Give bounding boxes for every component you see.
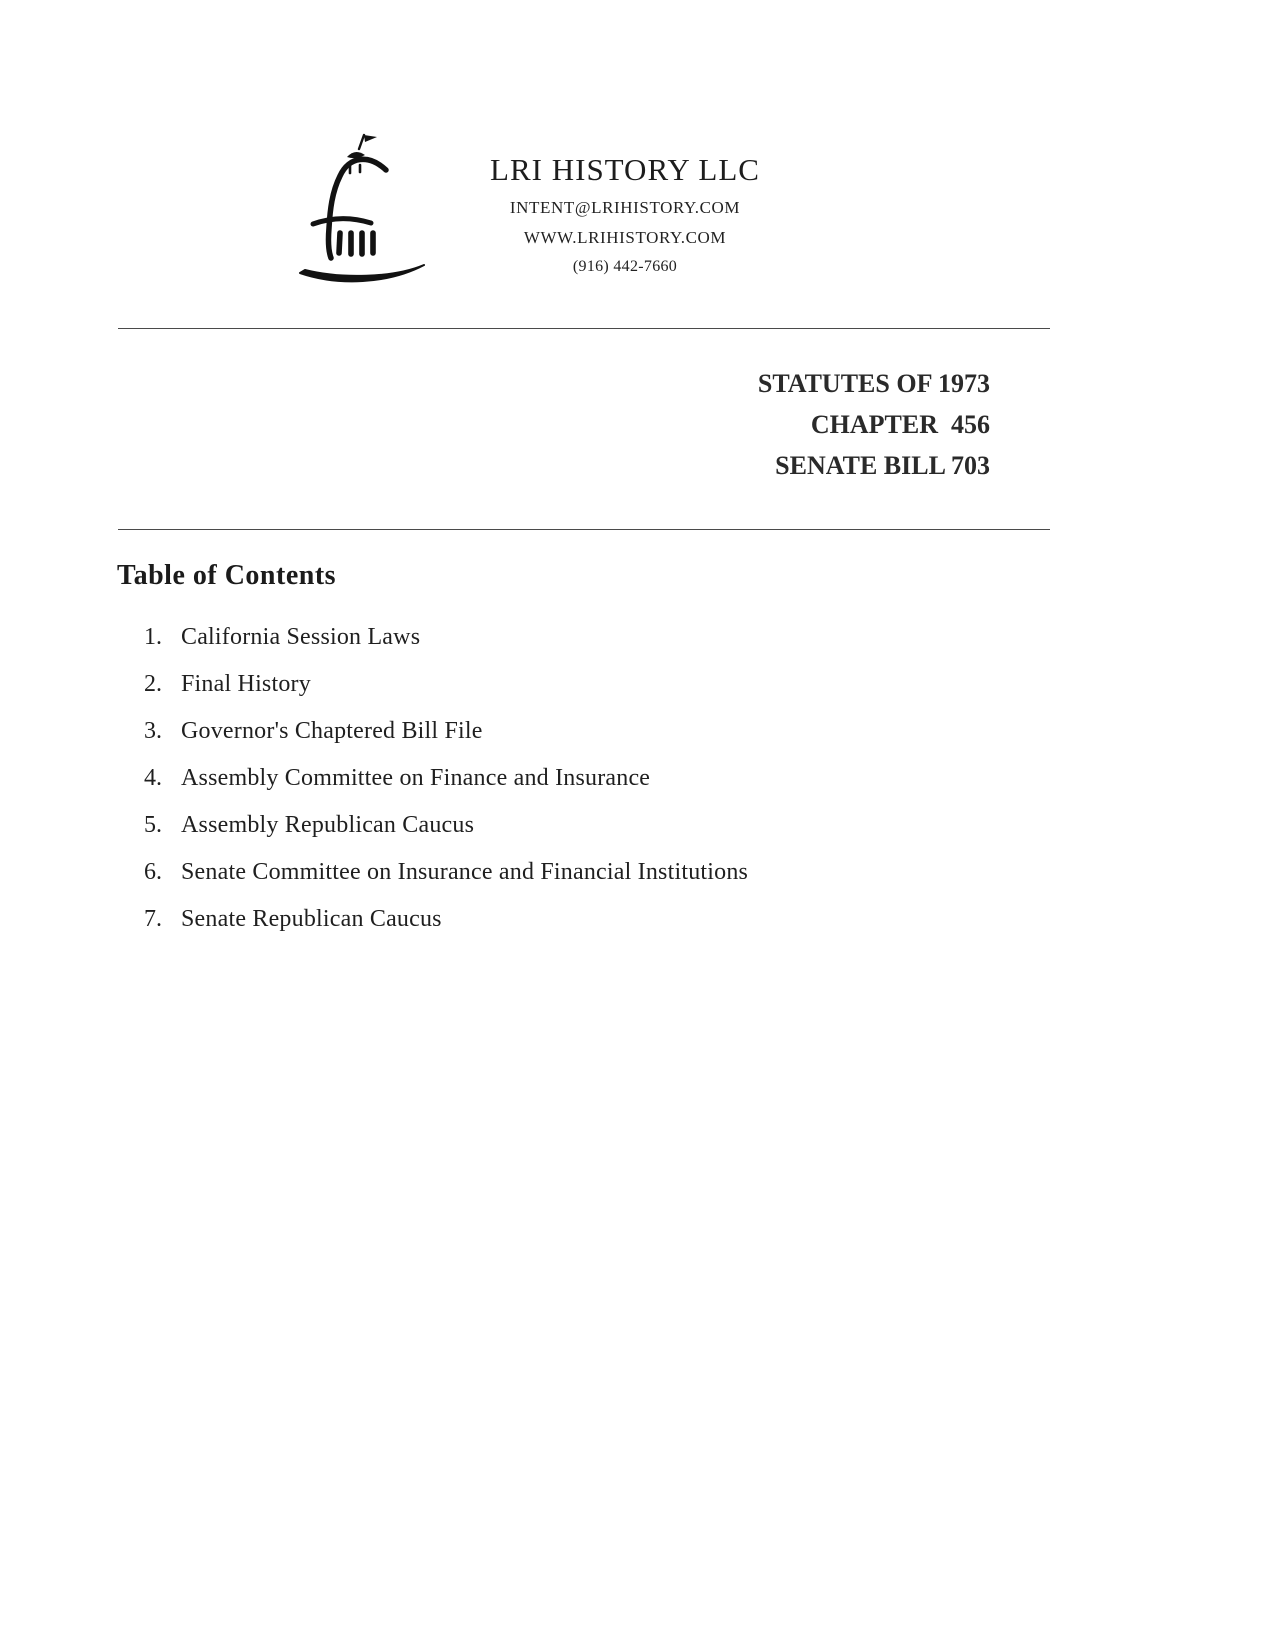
contact-block	[475, 126, 775, 276]
toc-item	[117, 906, 1276, 933]
toc-item	[117, 624, 1276, 651]
toc-title: Table of Contents	[117, 560, 337, 591]
toc-item-number: 5.	[144, 812, 162, 838]
statute-chapter-line: CHAPTER 456	[810, 410, 990, 439]
company-name: LRI HISTORY LLC	[490, 152, 760, 187]
divider-bottom	[118, 529, 1050, 530]
capitol-dome-icon	[293, 126, 433, 286]
toc-item-label: Senate Committee on Insurance and Financial Institutions	[181, 859, 749, 885]
toc-item-label: Governor's Chaptered Bill File	[181, 718, 483, 744]
company-website: WWW.LRIHISTORY.COM	[523, 228, 727, 247]
table-of-contents	[117, 560, 1276, 933]
toc-item-label: California Session Laws	[181, 624, 421, 650]
letterhead	[0, 0, 1276, 286]
divider-top	[118, 328, 1050, 329]
toc-item-number: 4.	[144, 765, 162, 791]
toc-list	[117, 624, 1276, 933]
statute-bill-line: SENATE BILL 703	[775, 451, 990, 480]
toc-item	[117, 765, 1276, 792]
company-phone: (916) 442-7660	[572, 258, 678, 275]
statute-year-line: STATUTES OF 1973	[757, 369, 990, 398]
statute-block	[0, 363, 990, 486]
toc-item-label: Final History	[181, 671, 311, 697]
toc-item	[117, 859, 1276, 886]
toc-item-number: 1.	[144, 624, 162, 650]
capitol-logo	[293, 126, 433, 286]
company-email: INTENT@LRIHISTORY.COM	[509, 198, 741, 217]
toc-item-label: Senate Republican Caucus	[181, 906, 442, 932]
toc-item	[117, 812, 1276, 839]
toc-item-label: Assembly Republican Caucus	[181, 812, 475, 838]
toc-item-number: 2.	[144, 671, 162, 697]
toc-item-number: 7.	[144, 906, 162, 932]
toc-item-number: 3.	[144, 718, 162, 744]
toc-item-number: 6.	[144, 859, 162, 885]
toc-item	[117, 671, 1276, 698]
toc-item-label: Assembly Committee on Finance and Insurance	[181, 765, 651, 791]
toc-item	[117, 718, 1276, 745]
